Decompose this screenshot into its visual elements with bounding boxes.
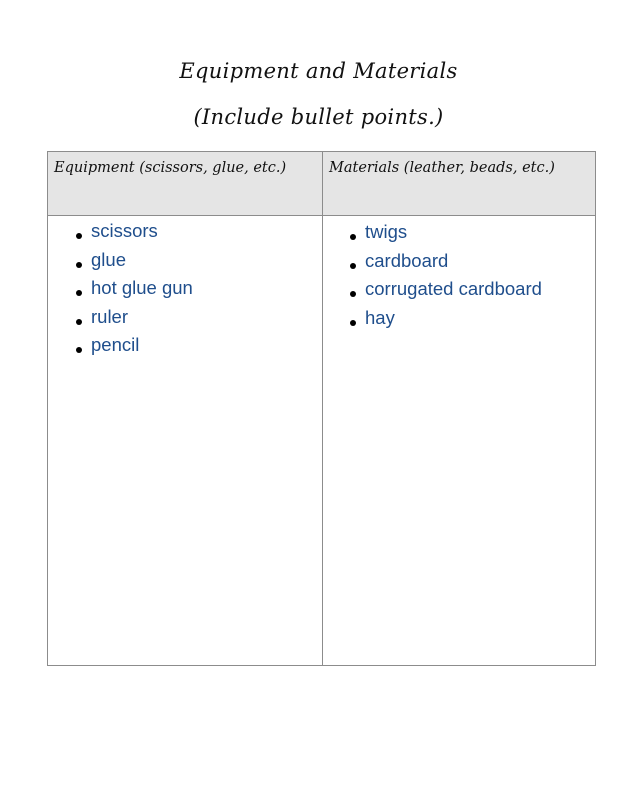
equipment-item-text[interactable]: glue	[91, 248, 126, 270]
materials-item-text[interactable]: cardboard	[365, 249, 449, 271]
list-item	[350, 247, 542, 276]
equipment-materials-table	[47, 151, 596, 666]
bullet-icon	[350, 291, 356, 297]
list-item	[76, 331, 193, 360]
equipment-item-text[interactable]: scissors	[91, 220, 158, 241]
bullet-icon	[350, 263, 356, 269]
equipment-item-text[interactable]: pencil	[91, 334, 140, 356]
equipment-item-text[interactable]: ruler	[91, 305, 129, 327]
list-item	[76, 246, 193, 275]
materials-item-text[interactable]: hay	[365, 306, 395, 328]
bullet-icon	[76, 233, 82, 239]
page-subtitle: (Include bullet points.)	[193, 105, 444, 129]
materials-item-text[interactable]: corrugated cardboard	[365, 278, 542, 300]
list-item	[76, 217, 193, 246]
bullet-icon	[76, 290, 82, 296]
bullet-icon	[350, 320, 356, 326]
list-item	[350, 218, 542, 247]
bullet-icon	[76, 347, 82, 353]
equipment-header-cell: Equipment (scissors, glue, etc.)	[54, 160, 287, 176]
list-item	[76, 274, 193, 303]
bullet-icon	[350, 234, 356, 240]
materials-item-text[interactable]: twigs	[365, 221, 408, 242]
materials-list	[350, 216, 542, 332]
bullet-icon	[76, 319, 82, 325]
materials-header-cell: Materials (leather, beads, etc.)	[329, 160, 555, 176]
page-title: Equipment and Materials	[179, 59, 458, 83]
bullet-icon	[76, 262, 82, 268]
equipment-item-text[interactable]: hot glue gun	[91, 277, 193, 299]
list-item	[350, 304, 542, 333]
list-item	[76, 303, 193, 332]
column-divider	[322, 152, 323, 665]
equipment-list	[76, 216, 193, 360]
list-item	[350, 275, 542, 304]
